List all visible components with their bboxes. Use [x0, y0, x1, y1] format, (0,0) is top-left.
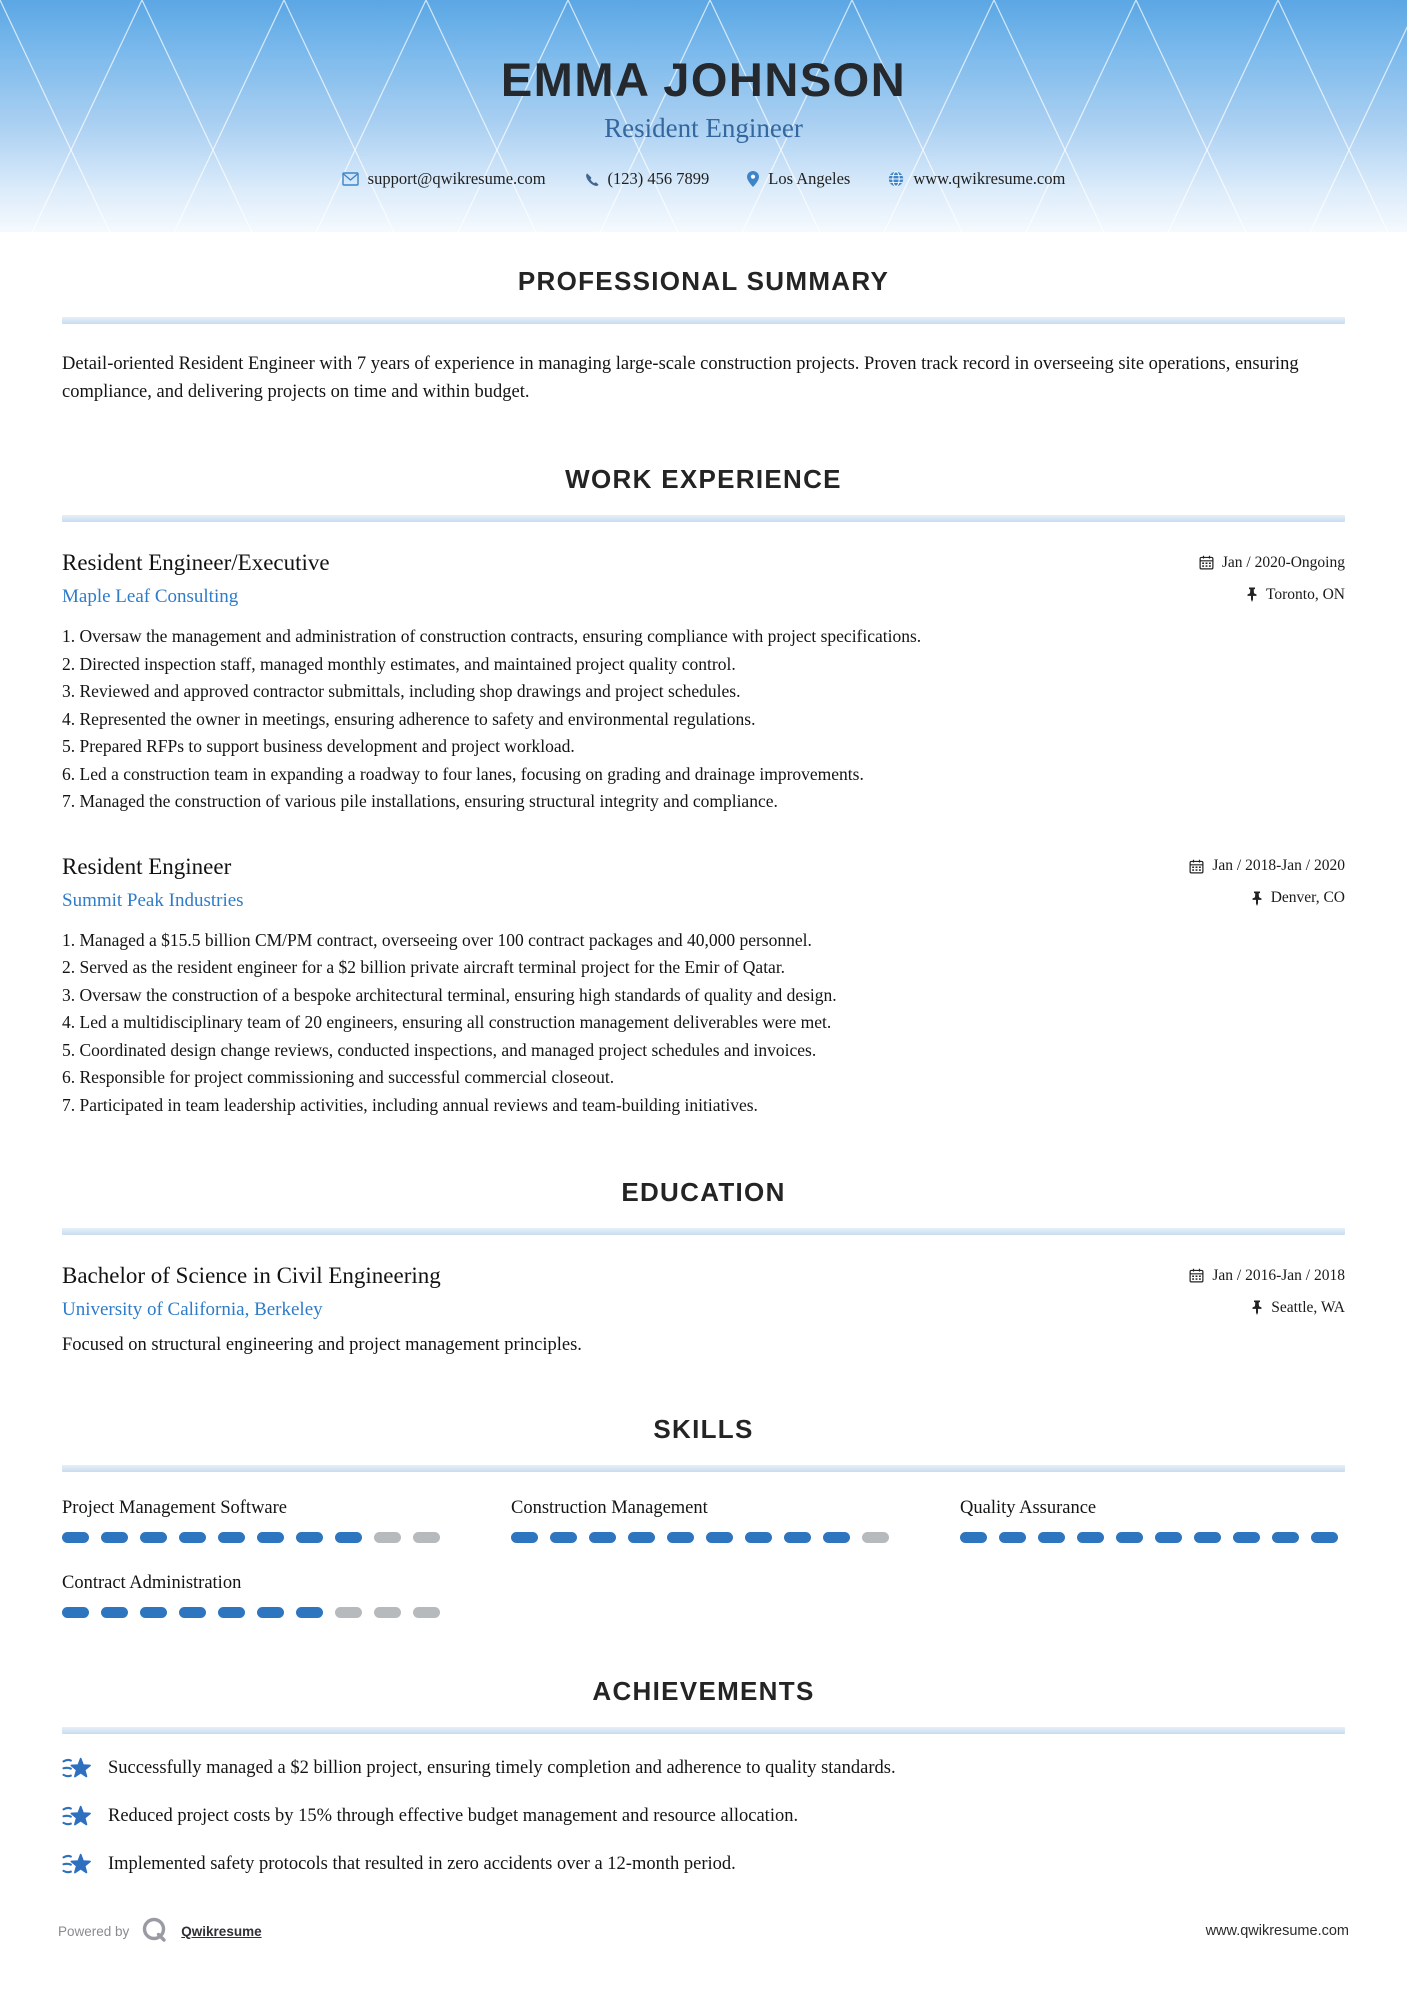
skill-dot: [257, 1607, 284, 1618]
job-entry: [62, 550, 1345, 816]
section-divider: [62, 515, 1345, 522]
location-pin-icon: [747, 171, 759, 187]
job-bullet-text: Prepared RFPs to support business development and project workload.: [79, 736, 575, 756]
section-divider: [62, 1465, 1345, 1472]
job-bullet-text: Served as the resident engineer for a $2 billion private aircraft terminal project for the Emir of Qatar.: [79, 957, 786, 977]
skill-level-dots: [511, 1532, 896, 1543]
achievement-item: [62, 1803, 1345, 1830]
contact-row: [0, 169, 1407, 189]
contact-email-text: support@qwikresume.com: [367, 169, 546, 188]
job-location: [1251, 889, 1345, 907]
contact-phone-text: (123) 456 7899: [607, 169, 710, 188]
calendar-icon: [1189, 859, 1204, 874]
candidate-name: EMMA JOHNSON: [500, 53, 907, 106]
achievement-item: [62, 1755, 1345, 1782]
job-location-text: Denver, CO: [1270, 889, 1345, 906]
phone-icon: [584, 172, 599, 187]
skill-name: Quality Assurance: [960, 1498, 1097, 1518]
job-entry: [62, 854, 1345, 1120]
skill-item: [62, 1573, 447, 1618]
job-bullets: [62, 927, 1345, 1120]
skill-dot: [296, 1532, 323, 1543]
job-bullet-text: Oversaw the construction of a bespoke architectural terminal, ensuring high standards of quality and design.: [79, 984, 837, 1005]
skill-level-dots: [62, 1532, 447, 1543]
candidate-title: Resident Engineer: [604, 113, 803, 143]
achievement-text: Reduced project costs by 15% through effective budget management and resource allocation.: [108, 1806, 799, 1826]
section-divider: [62, 1228, 1345, 1235]
skill-dot: [1272, 1532, 1299, 1543]
skill-dot: [1311, 1532, 1338, 1543]
contact-phone: [584, 169, 710, 189]
skill-dot: [179, 1607, 206, 1618]
section-professional-summary: [62, 266, 1345, 406]
skill-dot: [101, 1607, 128, 1618]
job-dates-text: Jan / 2020-Ongoing: [1221, 553, 1345, 571]
summary-heading: PROFESSIONAL SUMMARY: [517, 266, 890, 296]
skill-dot: [374, 1607, 401, 1618]
job-bullet-text: Responsible for project commissioning and successful commercial closeout.: [79, 1067, 615, 1087]
skill-dot: [179, 1532, 206, 1543]
skill-level-dots: [960, 1532, 1345, 1543]
job-title: Resident Engineer: [62, 853, 232, 879]
skill-dot: [218, 1532, 245, 1543]
experience-heading: WORK EXPERIENCE: [565, 464, 842, 494]
job-bullet-text: Participated in team leadership activities, including annual reviews and team-building initiatives.: [79, 1094, 758, 1115]
summary-text: Detail-oriented Resident Engineer with 7 years of experience in managing large-scale construction projects. Proven track record in overseeing site operations, ensuring compliance, and delivering projects on time and within budget.: [62, 354, 1299, 402]
achievement-list: [62, 1755, 1345, 1878]
job-bullet: 1. Oversaw the management and administration of construction contracts, ensuring compliance with project specifications.: [62, 626, 922, 646]
job-bullet-text: Led a multidisciplinary team of 20 engineers, ensuring all construction management deliverables were met.: [79, 1012, 832, 1032]
skill-dot: [335, 1532, 362, 1543]
job-bullet-text: Managed the construction of various pile installations, ensuring structural integrity and compliance.: [79, 791, 778, 811]
calendar-icon: [1199, 555, 1214, 570]
skill-name: Contract Administration: [62, 1573, 242, 1593]
skill-dot: [589, 1532, 616, 1543]
skill-dot: [862, 1532, 889, 1543]
qwikresume-brand-link[interactable]: Qwikresume: [181, 1923, 262, 1939]
education-heading: EDUCATION: [621, 1177, 786, 1207]
skill-dot: [550, 1532, 577, 1543]
skill-dot: [62, 1532, 89, 1543]
job-dates: [1199, 554, 1345, 572]
job-bullet: 6. Led a construction team in expanding a roadway to four lanes, focusing on grading and drainage improvements.: [62, 763, 864, 784]
skill-dot: [62, 1607, 89, 1618]
skill-level-dots: [62, 1607, 447, 1618]
skill-dot: [628, 1532, 655, 1543]
skill-dot: [140, 1607, 167, 1618]
pushpin-icon: [1246, 587, 1258, 602]
skill-dot: [960, 1532, 987, 1543]
qwikresume-logo-icon: [138, 1914, 172, 1948]
skill-dot: [140, 1532, 167, 1543]
education-location-text: Seattle, WA: [1271, 1298, 1345, 1316]
skill-dot: [218, 1607, 245, 1618]
job-company: Maple Leaf Consulting: [62, 586, 239, 607]
job-title: Resident Engineer/Executive: [62, 550, 330, 575]
contact-website-text: www.qwikresume.com: [913, 169, 1066, 188]
skill-dot: [745, 1532, 772, 1543]
skill-dot: [1155, 1532, 1182, 1543]
skill-dot: [257, 1532, 284, 1543]
skills-grid: [62, 1498, 1345, 1618]
footer-website: www.qwikresume.com: [1205, 1923, 1349, 1939]
skill-dot: [1233, 1532, 1260, 1543]
job-bullet: 5. Prepared RFPs to support business development and project workload.: [62, 736, 575, 756]
section-work-experience: [62, 464, 1345, 1119]
globe-icon: [888, 171, 904, 187]
skill-dot: [296, 1607, 323, 1618]
job-bullet: 5. Coordinated design change reviews, conducted inspections, and managed project schedules and invoices.: [62, 1039, 817, 1060]
contact-location: [747, 169, 850, 189]
education-entry: [62, 1263, 1345, 1356]
resume-header: [0, 0, 1407, 232]
section-skills: [62, 1414, 1345, 1618]
job-bullet: 3. Oversaw the construction of a bespoke architectural terminal, ensuring high standards of quality and design.: [62, 984, 837, 1005]
skill-dot: [101, 1532, 128, 1543]
contact-email[interactable]: [342, 169, 546, 189]
skill-dot: [999, 1532, 1026, 1543]
job-bullet: 4. Led a multidisciplinary team of 20 engineers, ensuring all construction management deliverables were met.: [62, 1012, 832, 1032]
job-bullet: 2. Directed inspection staff, managed monthly estimates, and maintained project quality control.: [62, 653, 736, 674]
achievement-star-icon: [62, 1851, 92, 1878]
achievements-heading: ACHIEVEMENTS: [592, 1676, 815, 1706]
job-bullet: 7. Participated in team leadership activities, including annual reviews and team-building initiatives.: [62, 1094, 758, 1115]
powered-by: [58, 1914, 262, 1948]
skill-dot: [706, 1532, 733, 1543]
skill-item: [960, 1498, 1345, 1543]
job-bullet: 2. Served as the resident engineer for a $2 billion private aircraft terminal project for the Emir of Qatar.: [62, 957, 786, 977]
skill-dot: [1038, 1532, 1065, 1543]
skill-dot: [413, 1532, 440, 1543]
education-dates: [1189, 1267, 1345, 1285]
pushpin-icon: [1251, 1300, 1263, 1315]
calendar-icon: [1189, 1268, 1204, 1283]
job-bullet-text: Represented the owner in meetings, ensuring adherence to safety and environmental regulations.: [79, 708, 756, 729]
contact-location-text: Los Angeles: [768, 169, 851, 188]
job-bullet: 7. Managed the construction of various pile installations, ensuring structural integrity and compliance.: [62, 791, 778, 811]
email-icon: [342, 172, 359, 186]
job-bullet: 4. Represented the owner in meetings, ensuring adherence to safety and environmental regulations.: [62, 708, 756, 729]
section-education: [62, 1177, 1345, 1356]
skill-dot: [1116, 1532, 1143, 1543]
achievement-star-icon: [62, 1755, 92, 1782]
section-divider: [62, 317, 1345, 324]
job-company: Summit Peak Industries: [62, 889, 244, 911]
job-bullet-text: Coordinated design change reviews, conducted inspections, and managed project schedules and invoices.: [79, 1039, 817, 1060]
job-bullet-text: Reviewed and approved contractor submittals, including shop drawings and project schedules.: [79, 681, 741, 701]
skill-name: Project Management Software: [62, 1498, 288, 1518]
job-bullet-text: Led a construction team in expanding a roadway to four lanes, focusing on grading and drainage improvements.: [79, 763, 864, 784]
education-dates-text: Jan / 2016-Jan / 2018: [1212, 1266, 1345, 1284]
job-bullet-text: Managed a $15.5 billion CM/PM contract, overseeing over 100 contract packages and 40,000 personnel.: [79, 929, 812, 950]
page-footer: [58, 1914, 1349, 1948]
skill-dot: [1194, 1532, 1221, 1543]
skill-dot: [667, 1532, 694, 1543]
skill-name: Construction Management: [511, 1498, 708, 1518]
skill-dot: [511, 1532, 538, 1543]
education-location: [1251, 1299, 1345, 1317]
achievement-item: [62, 1851, 1345, 1878]
job-bullet: 1. Managed a $15.5 billion CM/PM contract, overseeing over 100 contract packages and 40,000 personnel.: [62, 929, 812, 950]
job-bullet-text: Directed inspection staff, managed monthly estimates, and maintained project quality control.: [79, 653, 736, 674]
achievement-star-icon: [62, 1803, 92, 1830]
education-degree: Bachelor of Science in Civil Engineering: [62, 1263, 441, 1288]
skill-dot: [413, 1607, 440, 1618]
skills-heading: SKILLS: [653, 1414, 754, 1444]
job-bullet: 6. Responsible for project commissioning and successful commercial closeout.: [62, 1067, 615, 1087]
job-bullet-text: Oversaw the management and administration of construction contracts, ensuring compliance with project specifications.: [79, 626, 922, 646]
section-divider: [62, 1727, 1345, 1734]
skill-item: [511, 1498, 896, 1543]
skill-item: [62, 1498, 447, 1543]
job-bullet: 3. Reviewed and approved contractor submittals, including shop drawings and project schedules.: [62, 681, 741, 701]
job-location-text: Toronto, ON: [1266, 585, 1345, 603]
powered-by-label: Powered by: [58, 1923, 130, 1939]
contact-website[interactable]: [888, 169, 1065, 189]
achievement-text: Successfully managed a $2 billion project, ensuring timely completion and adherence to quality standards.: [108, 1758, 896, 1778]
job-bullets: [62, 623, 1345, 816]
skill-dot: [335, 1607, 362, 1618]
education-description: Focused on structural engineering and project management principles.: [62, 1335, 582, 1355]
education-school: University of California, Berkeley: [62, 1299, 323, 1320]
skill-dot: [374, 1532, 401, 1543]
job-dates: [1189, 857, 1345, 875]
achievement-text: Implemented safety protocols that resulted in zero accidents over a 12-month period.: [108, 1854, 736, 1874]
job-list: [62, 550, 1345, 1119]
resume-body: [0, 266, 1407, 1878]
skill-dot: [823, 1532, 850, 1543]
pushpin-icon: [1251, 891, 1263, 906]
job-dates-text: Jan / 2018-Jan / 2020: [1212, 857, 1345, 874]
job-location: [1246, 586, 1345, 604]
section-achievements: [62, 1676, 1345, 1878]
skill-dot: [784, 1532, 811, 1543]
skill-dot: [1077, 1532, 1104, 1543]
